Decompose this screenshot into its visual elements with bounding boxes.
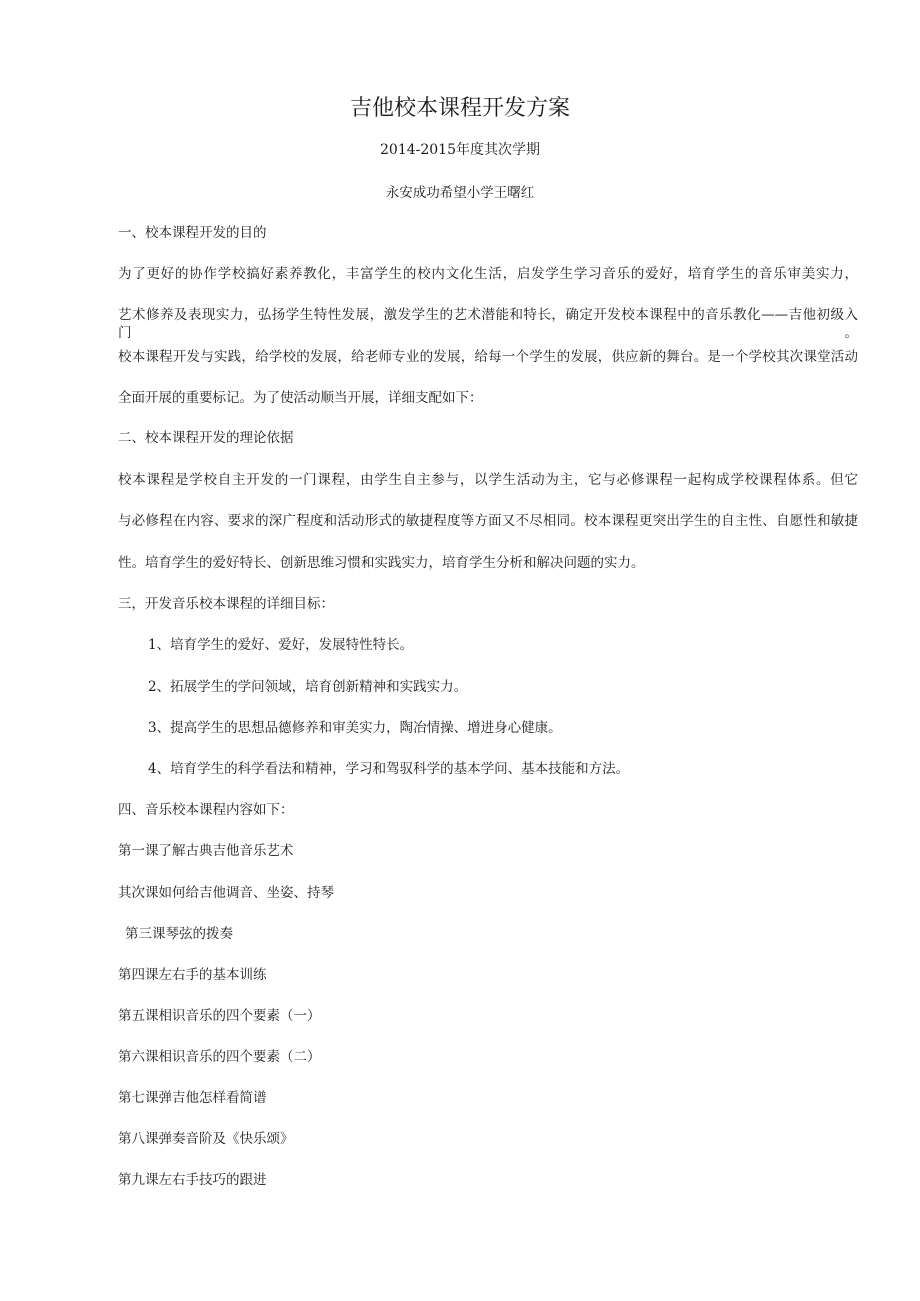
lesson-item: 第一课了解古典吉他音乐艺术: [118, 843, 294, 859]
paragraph-line: 校本课程是学校自主开发的一门课程，由学生自主参与，以学生活动为主，它与必修课程一起构成学校课程体系。但它: [118, 472, 858, 488]
lesson-item: 第四课左右手的基本训练: [118, 967, 267, 983]
goal-item: 3、提高学生的思想品德修养和审美实力，陶冶情操、增进身心健康。: [148, 720, 562, 736]
paragraph-line: 校本课程开发与实践，给学校的发展，给老师专业的发展，给每一个学生的发展，供应新的舞台。是一个学校其次课堂活动: [118, 349, 858, 365]
goal-item: 1、培育学生的爱好、爱好，发展特性特长。: [148, 637, 414, 653]
section-heading: 三，开发音乐校本课程的详细目标：: [118, 596, 334, 612]
goal-item: 2、拓展学生的学问领域，培育创新精神和实践实力。: [148, 679, 468, 695]
document-title: 吉他校本课程开发方案: [349, 96, 570, 121]
paragraph-line: [118, 265, 858, 283]
paragraph-line: 性。培育学生的爱好特长、创新思维习惯和实践实力，培育学生分析和解决问题的实力。: [118, 555, 645, 571]
lesson-item: 第七课弹吉他怎样看简谱: [118, 1090, 267, 1106]
lesson-item: 第八课弹奏音阶及《快乐颂》: [118, 1131, 294, 1147]
section-heading: 四、音乐校本课程内容如下：: [118, 802, 294, 818]
lesson-item: 第三课琴弦的拨奏: [125, 926, 233, 942]
lesson-item: 其次课如何给吉他调音、坐姿、持琴: [118, 885, 334, 901]
lesson-item: 第五课相识音乐的四个要素（一）: [118, 1008, 321, 1024]
paragraph-line: 与必修程在内容、要求的深广程度和活动形式的敏捷程度等方面又不尽相同。校本课程更突出学生的自主性、自愿性和敏捷: [118, 513, 858, 529]
goal-item: 4、培育学生的科学看法和精神，学习和驾驭科学的基本学问、基本技能和方法。: [148, 761, 630, 777]
document-subtitle: 2014-2015年度其次学期: [380, 142, 540, 158]
lesson-item: 第九课左右手技巧的跟进: [118, 1172, 267, 1188]
paragraph-line: 全面开展的重要标记。为了使活动顺当开展，详细支配如下：: [118, 390, 483, 406]
document-author: 永安成功希望小学王曙红: [385, 185, 535, 201]
section-heading: 二、校本课程开发的理论依据: [118, 430, 294, 446]
paragraph-line: 艺术修养及表现实力，弘扬学生特性发展，激发学生的艺术潜能和特长，确定开发校本课程中的音乐教化——吉他初级入门。: [118, 307, 858, 341]
lesson-item: 第六课相识音乐的四个要素（二）: [118, 1049, 321, 1065]
paragraph-text: 为了更好的协作学校搞好素养教化，丰富学生的校内文化生活，启发学生学习音乐的爱好，培育学生的音乐审美实力，: [118, 266, 858, 282]
section-heading: 一、校本课程开发的目的: [118, 225, 267, 241]
